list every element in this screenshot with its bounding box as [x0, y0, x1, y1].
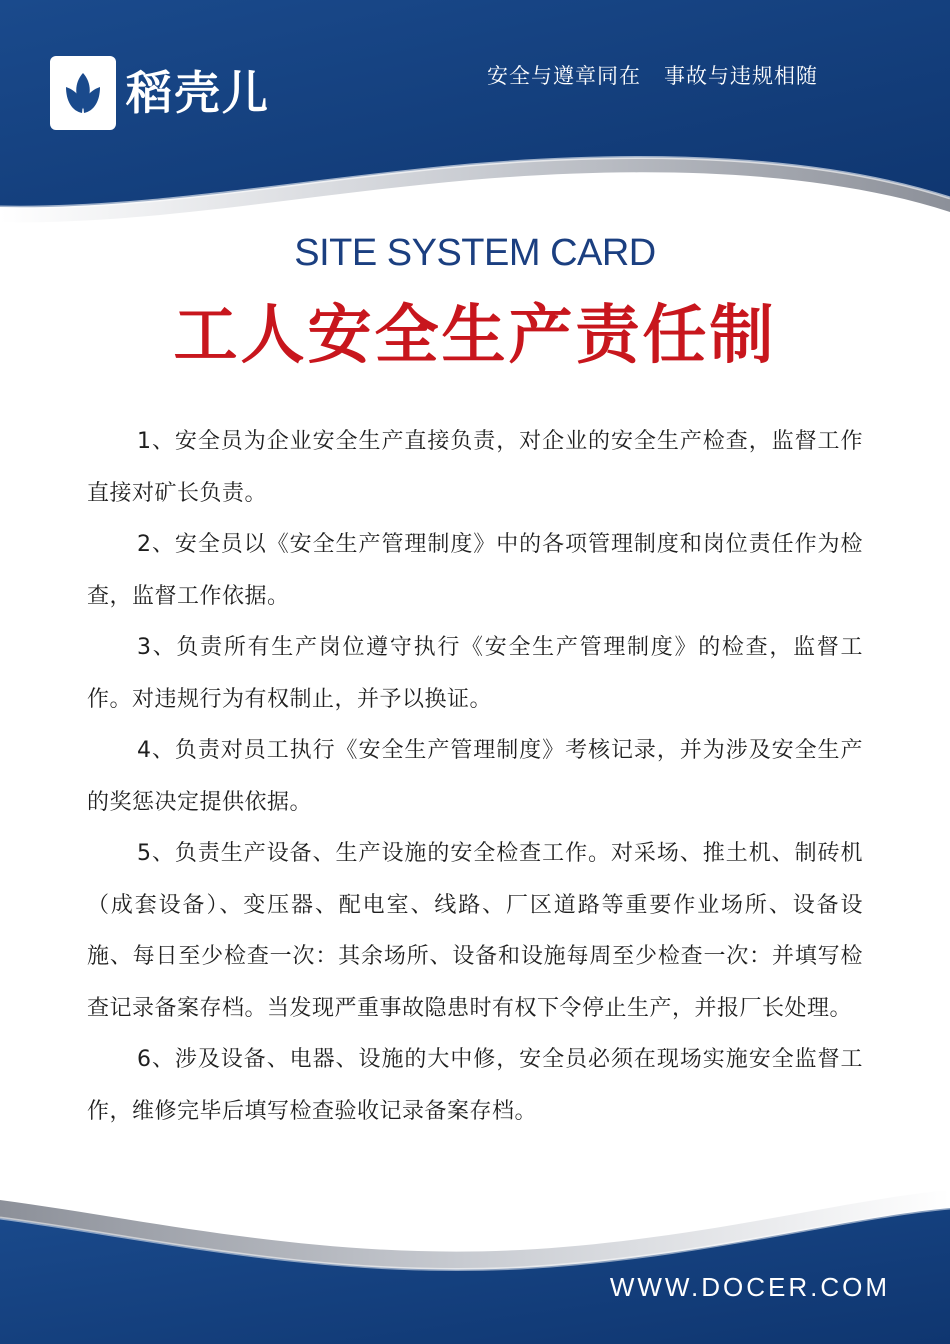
brand-logo — [50, 56, 270, 130]
list-item: 3、负责所有生产岗位遵守执行《安全生产管理制度》的检查，监督工作。对违规行为有权制止，并予以换证。 — [87, 635, 863, 712]
footer-wave-background — [0, 1170, 950, 1344]
list-item: 6、涉及设备、电器、设施的大中修，安全员必须在现场实施安全监督工作，维修完毕后填写检查验收记录备案存档。 — [87, 1047, 863, 1124]
brand-name: 稻壳儿 — [126, 66, 270, 120]
list-item: 2、安全员以《安全生产管理制度》中的各项管理制度和岗位责任作为检查，监督工作依据。 — [87, 532, 863, 609]
english-title: SITE SYSTEM CARD — [294, 232, 656, 274]
list-item: 1、安全员为企业安全生产直接负责，对企业的安全生产检查，监督工作直接对矿长负责。 — [87, 429, 863, 506]
leaf-icon — [50, 56, 116, 130]
footer-website: WWW.DOCER.COM — [609, 1272, 890, 1302]
header-slogan: 安全与遵章同在 事故与违规相随 — [487, 64, 819, 88]
chinese-title: 工人安全生产责任制 — [173, 298, 777, 373]
list-item: 4、负责对员工执行《安全生产管理制度》考核记录，并为涉及安全生产的奖惩决定提供依据。 — [87, 738, 863, 815]
responsibility-list — [87, 416, 863, 1137]
list-item: 5、负责生产设备、生产设施的安全检查工作。对采场、推土机、制砖机（成套设备）、变压器、配电室、线路、厂区道路等重要作业场所、设备设施、每日至少检查一次：其余场所、设备和设施每周至少检查一次：并填写检查记录备案存档。当发现严重事故隐患时有权下令停止生产，并报厂长处理。 — [87, 841, 863, 1021]
